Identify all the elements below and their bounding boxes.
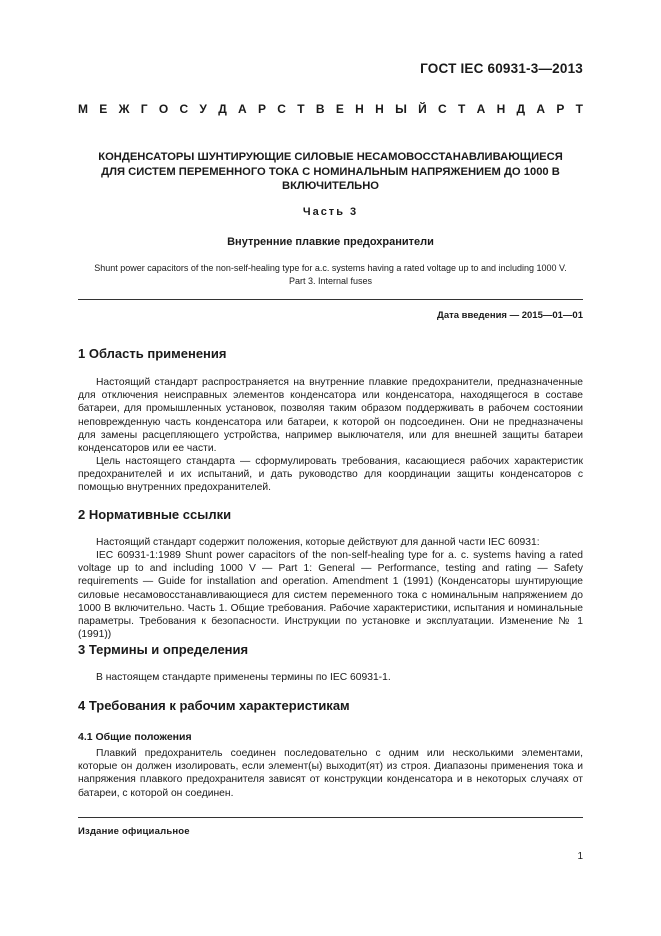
section-3-heading: 3 Термины и определения xyxy=(78,642,249,657)
section-2-paragraph-1: Настоящий стандарт содержит положения, которые действуют для данной части IEC 60931: xyxy=(96,537,540,548)
part-label: Часть 3 xyxy=(302,206,359,218)
section-1-paragraph-1: Настоящий стандарт распространяется на внутренние плавкие предохранители, предназначенные для отключения неисправных элементов конденсатора или конденсатора, находящегося в составе батареи, для промышленных установок, позволяя таким образом поддерживать в рабочем состоянии неповрежденную часть конденсатора или батареи, к которой он подсоединен. Они не предназначены для замены расцепляющего устройства, например выключателя, или для внешней защиты батареи конденсаторов или ее части. xyxy=(78,377,583,455)
title-line-3: ВКЛЮЧИТЕЛЬНО xyxy=(281,180,380,192)
section-4-1-paragraph-1: Плавкий предохранитель соединен последовательно с одним или несколькими элементами, которые он должен изолировать, если элемент(ы) выходит(ят) из строя. Диапазоны применения тока и напряжения плавкого предохранителя зависят от конструкции конденсатора и в некоторых случаях от батареи, с которой он соединен. xyxy=(78,748,583,799)
section-2-heading: 2 Нормативные ссылки xyxy=(78,507,232,522)
section-4-heading: 4 Требования к рабочим характеристикам xyxy=(78,698,350,713)
section-1-heading: 1 Область применения xyxy=(78,346,227,361)
section-3-paragraph-1: В настоящем стандарте применены термины по IEC 60931-1. xyxy=(96,672,391,683)
english-title-line-1: Shunt power capacitors of the non-self-healing type for a.c. systems having a rated voltage up to and including 1000 V. xyxy=(94,263,567,273)
english-title xyxy=(60,262,601,288)
page-number: 1 xyxy=(577,851,583,862)
introduction-date: Дата введения — 2015—01—01 xyxy=(437,310,583,321)
title-line-1: КОНДЕНСАТОРЫ ШУНТИРУЮЩИЕ СИЛОВЫЕ НЕСАМОВОССТАНАВЛИВАЮЩИЕСЯ xyxy=(98,151,563,163)
title-line-2: ДЛЯ СИСТЕМ ПЕРЕМЕННОГО ТОКА С НОМИНАЛЬНЫМ НАПРЯЖЕНИЕМ ДО 1000 В xyxy=(101,165,560,178)
footer-divider xyxy=(78,817,583,818)
document-title xyxy=(78,150,583,194)
subsection-4-1-heading: 4.1 Общие положения xyxy=(78,731,192,743)
header-divider xyxy=(78,299,583,300)
standard-code: ГОСТ IEC 60931-3—2013 xyxy=(420,61,583,76)
standard-type-heading: М Е Ж Г О С У Д А Р С Т В Е Н Н Ы Й С Т А Н Д А Р Т xyxy=(78,102,583,116)
section-2-reference: IEC 60931-1:1989 Shunt power capacitors of the non-self-healing type for a. c. systems having a rated voltage up to and including 1000 V — Part 1: General — Performance, testing and rating — Safety requirements — Guide for installation and operation. Amendment 1 (1991) (Конденсаторы шунтирующие силовые несамовосстанавливающиеся для систем переменного тока с номинальным напряжением до 1000 В включительно. Часть 1. Общие требования. Рабочие характеристики, испытания и номинальные параметры. Требования к безопасности. Инструкции по установке и эксплуатации. Изменение № 1 (1991)) xyxy=(78,550,583,641)
english-title-line-2: Part 3. Internal fuses xyxy=(288,276,373,286)
document-subtitle: Внутренние плавкие предохранители xyxy=(227,236,434,248)
official-edition-label: Издание официальное xyxy=(78,826,190,837)
section-1-paragraph-2: Цель настоящего стандарта — сформулировать требования, касающиеся рабочих характеристик предохранителей и их испытаний, и дать руководство для координации защиты конденсаторов с помощью внутренних предохранителей. xyxy=(78,456,583,494)
